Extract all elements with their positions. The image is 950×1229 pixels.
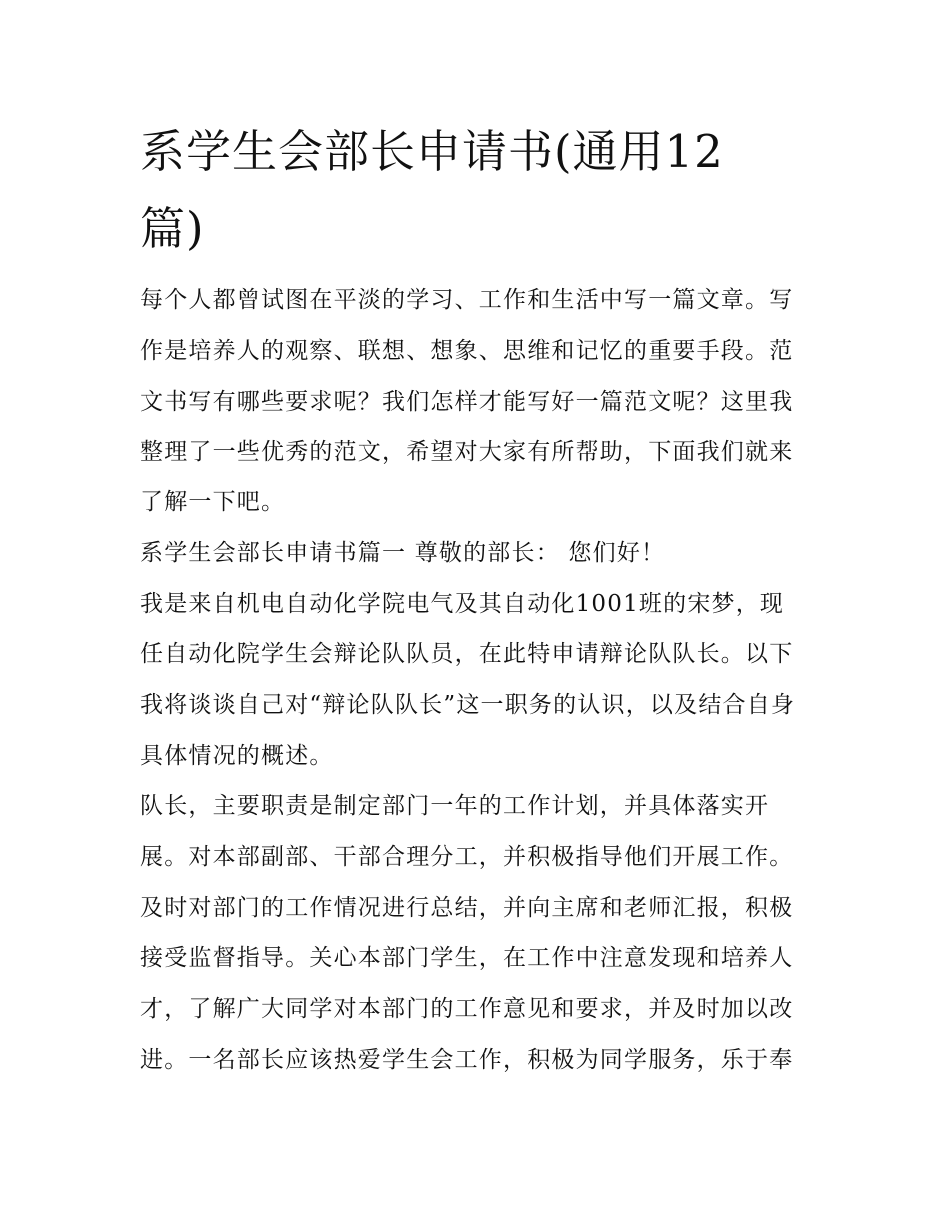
body-line-16: 进。一名部长应该热爱学生会工作，积极为同学服务，乐于奉 [140, 1047, 794, 1073]
body-line-6: 系学生会部长申请书篇一 尊敬的部长： 您们好！ [140, 540, 666, 566]
title-line-2: 篇) [140, 202, 205, 255]
body-line-2: 作是培养人的观察、联想、想象、思维和记忆的重要手段。范 [140, 338, 794, 364]
body-line-8: 任自动化院学生会辩论队队员，在此特申请辩论队队长。以下 [140, 641, 794, 667]
body-line-15: 才，了解广大同学对本部门的工作意见和要求，并及时加以改 [140, 996, 794, 1022]
title-line-1: 系学生会部长申请书(通用12 [140, 125, 724, 178]
body-line-11: 队长，主要职责是制定部门一年的工作计划，并具体落实开 [140, 793, 770, 819]
body-line-1: 每个人都曾试图在平淡的学习、工作和生活中写一篇文章。写 [140, 287, 794, 313]
document-title [140, 113, 820, 267]
body-line-10: 具体情况的概述。 [140, 743, 334, 769]
body-line-3: 文书写有哪些要求呢？我们怎样才能写好一篇范文呢？这里我 [140, 389, 794, 415]
body-line-14: 接受监督指导。关心本部门学生，在工作中注意发现和培养人 [140, 945, 794, 971]
body-line-12: 展。对本部副部、干部合理分工，并积极指导他们开展工作。 [140, 844, 794, 870]
body-line-13: 及时对部门的工作情况进行总结，并向主席和老师汇报，积极 [140, 895, 794, 921]
body-line-4: 整理了一些优秀的范文，希望对大家有所帮助，下面我们就来 [140, 439, 794, 465]
body-line-5: 了解一下吧。 [140, 489, 286, 515]
body-line-7: 我是来自机电自动化学院电气及其自动化1001班的宋梦，现 [140, 591, 785, 617]
body-line-9: 我将谈谈自己对“辩论队队长”这一职务的认识，以及结合自身 [140, 692, 796, 718]
